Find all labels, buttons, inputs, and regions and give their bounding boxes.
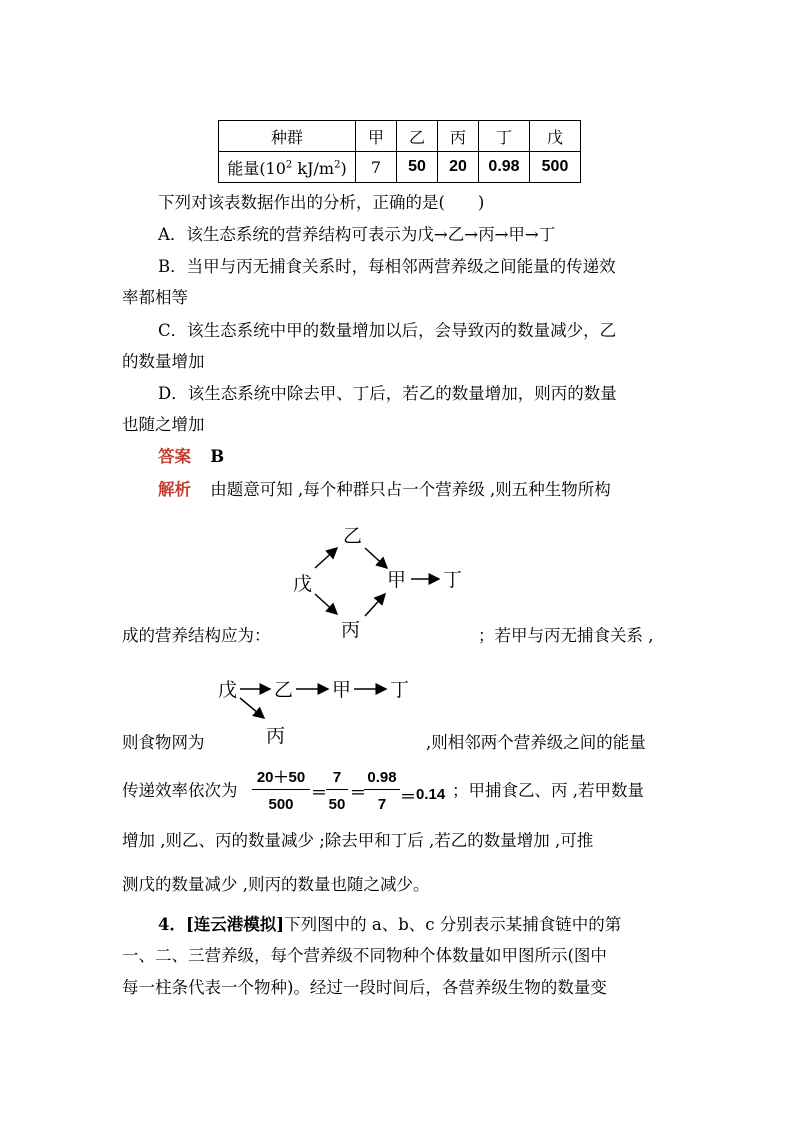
table-cell: 7 <box>356 152 397 183</box>
diagram2-node: 丁 <box>390 679 410 701</box>
question4-number: 4． <box>158 915 186 934</box>
diagram2-node: 丙 <box>266 725 286 747</box>
table-row-label: 能量($10^2$ $kJ/m^2$) <box>219 152 356 183</box>
diagram2-arrow <box>240 698 264 718</box>
option-c-line2: 的数量增加 <box>122 352 205 371</box>
analysis-line2: 成的营养结构应为： <box>122 626 271 645</box>
diagram1-arrow <box>365 548 387 568</box>
fraction-3: $\frac{0.98}{7}$ <box>364 769 400 814</box>
fraction-2: $\frac{7}{50}$ <box>326 769 348 814</box>
option-b-line2: 率都相等 <box>122 288 188 307</box>
option-d-line2: 也随之增加 <box>122 415 205 434</box>
question-stem: 下列对该表数据作出的分析，正确的是( ) <box>158 193 485 212</box>
diagram1-node: 甲 <box>387 569 407 591</box>
diagram2-node: 戊 <box>218 679 238 701</box>
question4-line3: 每一柱条代表一个物种)。经过一段时间后，各营养级生物的数量变 <box>122 978 607 997</box>
table-header-cell: 丙 <box>438 121 479 152</box>
table-header-cell: 种群 <box>219 121 356 152</box>
analysis-label: 解析 <box>158 480 191 499</box>
diagram1-node: 丙 <box>341 619 361 641</box>
question4-source: [连云港模拟] <box>185 915 285 934</box>
equals-sign: ＝ <box>350 785 367 802</box>
question4-line1: 4．[连云港模拟]下列图中的 a、b、c 分别表示某捕食链中的第 <box>158 915 622 934</box>
equals-sign: ＝ <box>400 789 417 806</box>
question4-line2: 一、二、三营养级，每个营养级不同物种个体数量如甲图所示(图中 <box>122 946 607 965</box>
result-value: 0.14 <box>416 786 446 803</box>
analysis-line6: 测戊的数量减少 ,则丙的数量也随之减少。 <box>122 875 430 894</box>
diagram1-node: 乙 <box>343 525 363 547</box>
analysis-line4-pre: 传递效率依次为 <box>122 781 238 800</box>
analysis-line2-post: ；若甲与丙无捕食关系 , <box>478 626 654 645</box>
analysis-line1: 解析 由题意可知 ,每个种群只占一个营养级 ,则五种生物所构 <box>158 480 611 499</box>
analysis-line5: 增加 ,则乙、丙的数量减少 ;除去甲和丁后 ,若乙的数量增加 ,可推 <box>122 831 594 850</box>
analysis-line4-post: ；甲捕食乙、丙 ,若甲数量 <box>452 781 644 800</box>
table-row <box>219 152 581 183</box>
option-a: A．该生态系统的营养结构可表示为戊→乙→丙→甲→丁 <box>158 225 556 244</box>
answer-value: B <box>210 447 225 466</box>
table-cell: 50 <box>397 152 438 183</box>
diagram1-arrow <box>315 548 337 568</box>
table-header-row <box>219 121 581 152</box>
analysis-line3: 则食物网为 <box>122 733 205 752</box>
table-header-cell: 甲 <box>356 121 397 152</box>
answer-label: 答案 <box>158 447 191 466</box>
energy-table <box>218 120 581 183</box>
option-d-line1: D．该生态系统中除去甲、丁后，若乙的数量增加，则丙的数量 <box>158 384 617 403</box>
equals-sign: ＝ <box>311 785 328 802</box>
fraction-1: $\frac{20+50}{500}$ <box>252 769 310 814</box>
diagram1-node: 戊 <box>293 573 313 595</box>
diagram1-node: 丁 <box>443 569 463 591</box>
option-b-line1: B．当甲与丙无捕食关系时，每相邻两营养级之间能量的传递效 <box>158 257 616 276</box>
table-header-cell: 乙 <box>397 121 438 152</box>
diagram2-node: 乙 <box>274 679 294 701</box>
table-header-cell: 丁 <box>479 121 530 152</box>
diagram2-node: 甲 <box>332 679 352 701</box>
answer-row <box>158 447 224 467</box>
analysis-line3-post: ,则相邻两个营养级之间的能量 <box>426 733 646 752</box>
option-c-line1: C．该生态系统中甲的数量增加以后，会导致丙的数量减少，乙 <box>158 321 617 340</box>
table-header-cell: 戊 <box>530 121 581 152</box>
table-cell: 0.98 <box>479 152 530 183</box>
food-web-diagram <box>285 518 485 646</box>
table-cell: 20 <box>438 152 479 183</box>
diagram1-arrow <box>365 594 385 616</box>
food-web-diagram-2 <box>210 672 420 752</box>
table-cell: 500 <box>530 152 581 183</box>
diagram1-arrow <box>315 594 337 614</box>
